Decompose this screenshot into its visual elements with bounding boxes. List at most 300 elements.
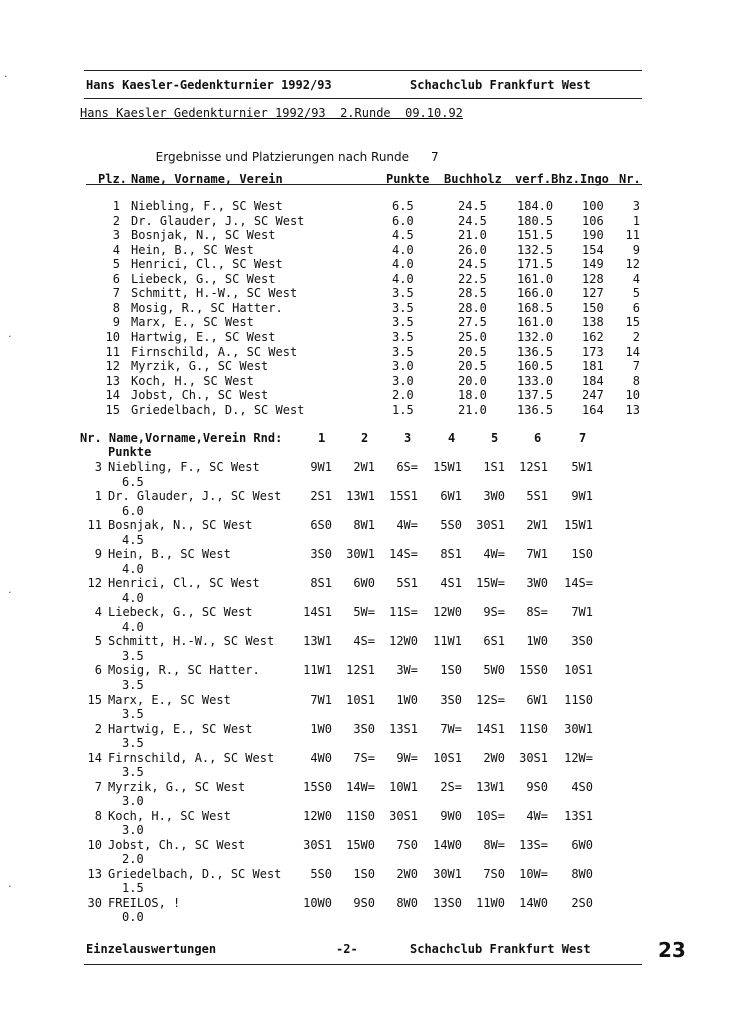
crosstable-result: 11S0: [564, 692, 593, 707]
standings-plz: 7: [112, 286, 120, 301]
crosstable-row: [0, 722, 744, 752]
standings-verf: 171.5: [517, 257, 554, 272]
crosstable-result: 1S1: [483, 460, 505, 474]
crosstable-round-header: 6: [534, 431, 542, 445]
standings-plz: 11: [105, 344, 120, 359]
crosstable-result: 14S1: [476, 721, 505, 736]
crosstable-nr: 13: [87, 866, 102, 881]
standings-header-plz: Plz.: [98, 172, 127, 186]
crosstable-nr: 14: [87, 750, 102, 765]
crosstable-round-header: 1: [318, 431, 326, 445]
crosstable-result: 7W=: [440, 721, 462, 736]
crosstable-result: 15S1: [389, 489, 418, 504]
crosstable-row: [0, 547, 744, 577]
standings-header-nr: Nr.: [619, 172, 641, 186]
standings-plz: 4: [112, 242, 120, 257]
crosstable-nr: 11: [87, 518, 102, 533]
crosstable-result: 12S1: [519, 460, 548, 474]
standings-buchholz: 24.5: [458, 213, 487, 228]
crosstable-row: [0, 809, 744, 839]
standings-header-rule: [86, 184, 642, 185]
standings-row: [0, 301, 744, 316]
standings-punkte: 4.0: [392, 257, 414, 272]
crosstable-result: 30W1: [433, 866, 462, 881]
standings-row: [0, 199, 744, 214]
crosstable-row: [0, 605, 744, 635]
crosstable-result: 14W0: [433, 837, 462, 852]
standings-name: Griedelbach, D., SC West: [131, 402, 305, 417]
crosstable-row: [0, 460, 744, 490]
standings-row: [0, 286, 744, 301]
crosstable-result: 8S1: [440, 547, 462, 562]
standings-plz: 15: [105, 402, 120, 417]
crosstable-row: [0, 576, 744, 606]
crosstable-result: 1S0: [353, 866, 375, 881]
standings-plz: 5: [112, 257, 120, 272]
standings-header-ingo: Ingo: [580, 172, 609, 186]
crosstable-result: 13S1: [389, 721, 418, 736]
crosstable-result: 10S1: [433, 750, 462, 765]
standings-ingo: 149: [582, 257, 604, 272]
crosstable-row: [0, 489, 744, 519]
crosstable-result: 2S1: [310, 489, 332, 504]
standings-row: [0, 374, 744, 389]
crosstable-row: [0, 634, 744, 664]
crosstable-name: Marx, E., SC West: [108, 692, 231, 707]
standings-buchholz: 20.5: [458, 359, 487, 374]
crosstable-punkte: 4.0: [122, 590, 144, 605]
standings-buchholz: 24.5: [458, 199, 487, 213]
crosstable-result: 8W=: [483, 837, 505, 852]
crosstable-result: 14S=: [564, 576, 593, 591]
crosstable-result: 12S1: [346, 663, 375, 678]
crosstable-round-header: 3: [404, 431, 412, 445]
crosstable-punkte: 4.0: [122, 561, 144, 576]
crosstable-name: Firnschild, A., SC West: [108, 750, 275, 765]
standings-ingo: 100: [582, 199, 604, 213]
standings-punkte: 3.5: [392, 315, 414, 330]
crosstable-result: 1S0: [571, 547, 593, 562]
crosstable-result: 6S0: [310, 518, 332, 533]
crosstable-result: 11W1: [303, 663, 332, 678]
crosstable-row: [0, 751, 744, 781]
standings-ingo: 154: [582, 242, 604, 257]
crosstable-punkte: 2.0: [122, 852, 144, 867]
crosstable-result: 8W0: [396, 895, 418, 910]
crosstable-result: 15S0: [303, 779, 332, 794]
crosstable-nr: 15: [87, 692, 102, 707]
standings-ingo: 164: [582, 402, 604, 417]
crosstable-nr: 3: [94, 460, 102, 474]
header-top-rule: [84, 70, 642, 71]
page-number: 23: [658, 938, 686, 962]
crosstable-nr: 9: [94, 547, 102, 562]
crosstable-punkte: 3.5: [122, 677, 144, 692]
crosstable-punkte: 0.0: [122, 910, 144, 925]
standings-punkte: 4.5: [392, 228, 414, 243]
standings-punkte: 6.0: [392, 213, 414, 228]
crosstable-nr: 8: [94, 808, 102, 823]
standings-nr: 8: [632, 373, 640, 388]
crosstable-result: 30W1: [346, 547, 375, 562]
standings-header-name: Name, Vorname, Verein: [131, 172, 283, 186]
crosstable-row: [0, 867, 744, 897]
standings-buchholz: 28.5: [458, 286, 487, 301]
crosstable-result: 7S=: [353, 750, 375, 765]
crosstable-result: 3S0: [440, 692, 462, 707]
standings-verf: 160.5: [517, 359, 554, 374]
crosstable-name: Koch, H., SC West: [108, 808, 231, 823]
crosstable-nr: 30: [87, 895, 102, 910]
standings-buchholz: 25.0: [458, 330, 487, 344]
crosstable-nr: 12: [87, 576, 102, 591]
margin-mark: ·: [8, 586, 12, 599]
crosstable-result: 6W1: [440, 489, 462, 504]
standings-header-buchholz: Buchholz: [444, 172, 502, 186]
crosstable-result: 14S1: [303, 605, 332, 620]
standings-verf: 132.0: [517, 330, 554, 344]
standings-verf: 137.5: [517, 388, 554, 403]
crosstable-result: 2S0: [571, 895, 593, 910]
standings-nr: 13: [625, 402, 640, 417]
crosstable-result: 10S1: [346, 692, 375, 707]
crosstable-result: 1W0: [310, 721, 332, 736]
crosstable-result: 5W=: [353, 605, 375, 620]
crosstable-result: 2W1: [353, 460, 375, 474]
crosstable-result: 6W0: [353, 576, 375, 591]
crosstable-name: Hein, B., SC West: [108, 547, 231, 562]
standings-buchholz: 27.5: [458, 315, 487, 330]
footer-right: Schachclub Frankfurt West: [410, 942, 591, 956]
standings-nr: 6: [632, 300, 640, 315]
crosstable-row: [0, 780, 744, 810]
crosstable-result: 15W0: [346, 837, 375, 852]
margin-mark: ·: [8, 880, 12, 893]
standings-verf: 151.5: [517, 228, 554, 243]
crosstable-result: 4W0: [310, 750, 332, 765]
standings-punkte: 3.5: [392, 300, 414, 315]
crosstable-result: 1W0: [396, 692, 418, 707]
crosstable-punkte: 3.5: [122, 707, 144, 721]
crosstable-result: 1S0: [440, 663, 462, 678]
crosstable-result: 3W0: [483, 489, 505, 504]
crosstable-result: 10W=: [519, 866, 548, 881]
crosstable-result: 2W0: [396, 866, 418, 881]
crosstable-result: 6W0: [571, 837, 593, 852]
crosstable-name: Myrzik, G., SC West: [108, 779, 246, 794]
crosstable-name: Dr. Glauder, J., SC West: [108, 489, 282, 504]
crosstable-result: 4S1: [440, 576, 462, 591]
standings-verf: 161.0: [517, 271, 554, 286]
standings-row: [0, 272, 744, 287]
standings-plz: 1: [112, 199, 120, 213]
crosstable-result: 12W=: [564, 750, 593, 765]
standings-nr: 11: [625, 228, 640, 243]
crosstable-result: 30S1: [519, 750, 548, 765]
standings-name: Hein, B., SC West: [131, 242, 254, 257]
crosstable-result: 9S0: [353, 895, 375, 910]
standings-ingo: 106: [582, 213, 604, 228]
crosstable-punkte: 3.5: [122, 648, 144, 663]
standings-header-punkte: Punkte: [386, 172, 430, 186]
crosstable-result: 13S1: [564, 808, 593, 823]
crosstable-round-header: 7: [579, 431, 587, 445]
crosstable-result: 8W1: [353, 518, 375, 533]
standings-name: Myrzik, G., SC West: [131, 359, 269, 374]
standings-verf: 133.0: [517, 373, 554, 388]
crosstable-row: [0, 518, 744, 548]
crosstable-name: Hartwig, E., SC West: [108, 721, 253, 736]
crosstable-result: 8W0: [571, 866, 593, 881]
crosstable-result: 9S0: [526, 779, 548, 794]
crosstable-result: 2W0: [483, 750, 505, 765]
crosstable-result: 8S1: [310, 576, 332, 591]
crosstable-result: 1W0: [526, 634, 548, 649]
crosstable-result: 11W1: [433, 634, 462, 649]
crosstable-result: 6S1: [483, 634, 505, 649]
standings-verf: 136.5: [517, 402, 554, 417]
standings-row: [0, 214, 744, 229]
crosstable-name: Jobst, Ch., SC West: [108, 837, 246, 852]
crosstable-result: 6S=: [396, 460, 418, 474]
header-right-title: Schachclub Frankfurt West: [410, 78, 591, 92]
standings-buchholz: 21.0: [458, 228, 487, 243]
crosstable-result: 15W1: [564, 518, 593, 533]
crosstable-result: 9W1: [571, 489, 593, 504]
footer-center: -2-: [336, 942, 358, 956]
standings-ingo: 150: [582, 300, 604, 315]
standings-name: Firnschild, A., SC West: [131, 344, 298, 359]
standings-nr: 3: [632, 199, 640, 213]
crosstable-result: 10W1: [389, 779, 418, 794]
crosstable-result: 14W=: [346, 779, 375, 794]
standings-row: [0, 359, 744, 374]
crosstable-result: 9W1: [310, 460, 332, 474]
crosstable-result: 13S=: [519, 837, 548, 852]
crosstable-result: 30S1: [476, 518, 505, 533]
standings-ingo: 128: [582, 271, 604, 286]
crosstable-result: 11S=: [389, 605, 418, 620]
crosstable-result: 3W=: [396, 663, 418, 678]
standings-plz: 14: [105, 388, 120, 403]
crosstable-result: 4W=: [396, 518, 418, 533]
standings-ingo: 181: [582, 359, 604, 374]
standings-name: Mosig, R., SC Hatter.: [131, 300, 283, 315]
crosstable-result: 5S0: [440, 518, 462, 533]
crosstable-punkte: 1.5: [122, 881, 144, 896]
standings-name: Dr. Glauder, J., SC West: [131, 213, 305, 228]
standings-punkte: 3.5: [392, 344, 414, 359]
standings-plz: 8: [112, 300, 120, 315]
header-left-title: Hans Kaesler-Gedenkturnier 1992/93: [86, 78, 332, 92]
standings-punkte: 2.0: [392, 388, 414, 403]
crosstable-result: 9S=: [483, 605, 505, 620]
standings-buchholz: 20.0: [458, 373, 487, 388]
crosstable-result: 2W1: [526, 518, 548, 533]
standings-punkte: 3.5: [392, 286, 414, 301]
standings-name: Bosnjak, N., SC West: [131, 228, 276, 243]
crosstable-result: 7S0: [396, 837, 418, 852]
crosstable-punkte: 3.5: [122, 736, 144, 750]
standings-row: [0, 345, 744, 360]
crosstable-name: Mosig, R., SC Hatter.: [108, 663, 260, 678]
crosstable-result: 11S0: [519, 721, 548, 736]
standings-nr: 7: [632, 359, 640, 374]
crosstable-header-label: Nr. Name,Vorname,Verein Rnd:: [80, 431, 283, 445]
subtitle: [148, 136, 439, 164]
standings-verf: 161.0: [517, 315, 554, 330]
standings-name: Marx, E., SC West: [131, 315, 254, 330]
standings-buchholz: 22.5: [458, 271, 487, 286]
standings-nr: 4: [632, 271, 640, 286]
standings-name: Niebling, F., SC West: [131, 199, 283, 213]
standings-nr: 14: [625, 344, 640, 359]
crosstable-result: 5W1: [571, 460, 593, 474]
standings-plz: 13: [105, 373, 120, 388]
standings-buchholz: 24.5: [458, 257, 487, 272]
crosstable-nr: 10: [87, 837, 102, 852]
crosstable-result: 4S0: [571, 779, 593, 794]
crosstable-name: Niebling, F., SC West: [108, 460, 260, 474]
crosstable-result: 15S0: [519, 663, 548, 678]
standings-row: [0, 403, 744, 418]
crosstable-nr: 4: [94, 605, 102, 620]
crosstable-name: Griedelbach, D., SC West: [108, 866, 282, 881]
crosstable-result: 14W0: [519, 895, 548, 910]
crosstable-name: Liebeck, G., SC West: [108, 605, 253, 620]
crosstable-result: 7W1: [526, 547, 548, 562]
crosstable-result: 8S=: [526, 605, 548, 620]
crosstable-round-header: 4: [448, 431, 456, 445]
standings-plz: 3: [112, 228, 120, 243]
crosstable-result: 2S=: [440, 779, 462, 794]
crosstable-nr: 2: [94, 721, 102, 736]
crosstable-result: 11S0: [346, 808, 375, 823]
crosstable-nr: 1: [94, 489, 102, 504]
standings-verf: 132.5: [517, 242, 554, 257]
subheader: Hans Kaesler Gedenkturnier 1992/93 2.Runde 09.10.92: [80, 106, 463, 120]
standings-buchholz: 26.0: [458, 242, 487, 257]
crosstable-result: 3S0: [571, 634, 593, 649]
crosstable-punkte: 3.0: [122, 794, 144, 809]
crosstable-result: 5W0: [483, 663, 505, 678]
crosstable-round-header: 5: [491, 431, 499, 445]
standings-verf: 168.5: [517, 300, 554, 315]
standings-buchholz: 18.0: [458, 388, 487, 403]
crosstable-nr: 7: [94, 779, 102, 794]
standings-punkte: 4.0: [392, 271, 414, 286]
crosstable-row: [0, 896, 744, 926]
standings-row: [0, 388, 744, 403]
margin-mark: ·: [8, 330, 12, 343]
crosstable-punkte: 3.5: [122, 765, 144, 780]
crosstable-result: 4W=: [526, 808, 548, 823]
subtitle-text: Ergebnisse und Platzierungen nach Runde: [155, 150, 410, 164]
crosstable-punkte: 4.0: [122, 619, 144, 634]
crosstable-result: 12W0: [303, 808, 332, 823]
standings-nr: 15: [625, 315, 640, 330]
standings-row: [0, 315, 744, 330]
crosstable-result: 30S1: [303, 837, 332, 852]
crosstable-result: 6W1: [526, 692, 548, 707]
crosstable-result: 3S0: [310, 547, 332, 562]
standings-name: Schmitt, H.-W., SC West: [131, 286, 298, 301]
standings-verf: 180.5: [517, 213, 554, 228]
standings-row: [0, 257, 744, 272]
crosstable-name: Henrici, Cl., SC West: [108, 576, 260, 591]
standings-ingo: 190: [582, 228, 604, 243]
crosstable-punkte: 3.0: [122, 823, 144, 838]
standings-ingo: 162: [582, 330, 604, 344]
standings-punkte: 3.0: [392, 373, 414, 388]
standings-row: [0, 243, 744, 258]
standings-name: Hartwig, E., SC West: [131, 330, 276, 344]
crosstable-result: 3W0: [526, 576, 548, 591]
crosstable-result: 4W=: [483, 547, 505, 562]
crosstable-result: 5S1: [396, 576, 418, 591]
crosstable-result: 14S=: [389, 547, 418, 562]
crosstable-punkte: 6.5: [122, 474, 144, 489]
standings-name: Liebeck, G., SC West: [131, 271, 276, 286]
footer-left: Einzelauswertungen: [86, 942, 217, 956]
standings-plz: 2: [112, 213, 120, 228]
crosstable-result: 7W1: [571, 605, 593, 620]
crosstable-nr: 6: [94, 663, 102, 678]
crosstable-result: 12W0: [433, 605, 462, 620]
standings-nr: 12: [625, 257, 640, 272]
crosstable-nr: 5: [94, 634, 102, 649]
crosstable-result: 3S0: [353, 721, 375, 736]
crosstable-result: 5S1: [526, 489, 548, 504]
crosstable-result: 12W0: [389, 634, 418, 649]
crosstable-result: 4S=: [353, 634, 375, 649]
crosstable-result: 11W0: [476, 895, 505, 910]
standings-row: [0, 330, 744, 345]
subtitle-round: 7: [431, 150, 439, 164]
standings-ingo: 247: [582, 388, 604, 403]
standings-buchholz: 28.0: [458, 300, 487, 315]
standings-punkte: 1.5: [392, 402, 414, 417]
crosstable-result: 13W1: [303, 634, 332, 649]
crosstable-result: 13W1: [346, 489, 375, 504]
standings-name: Henrici, Cl., SC West: [131, 257, 283, 272]
standings-name: Jobst, Ch., SC West: [131, 388, 269, 403]
standings-header-verf: verf.Bhz.: [515, 172, 581, 186]
crosstable-header-punkte: Punkte: [108, 445, 152, 459]
standings-verf: 184.0: [517, 199, 554, 213]
crosstable-result: 30S1: [389, 808, 418, 823]
standings-ingo: 173: [582, 344, 604, 359]
crosstable-row: [0, 693, 744, 723]
crosstable-result: 13S0: [433, 895, 462, 910]
standings-plz: 10: [105, 330, 120, 344]
crosstable-punkte: 6.0: [122, 503, 144, 518]
standings-nr: 2: [632, 330, 640, 344]
crosstable-result: 5S0: [310, 866, 332, 881]
margin-mark: ·: [4, 70, 8, 83]
crosstable-result: 12S=: [476, 692, 505, 707]
footer-rule: [84, 964, 642, 965]
standings-plz: 9: [112, 315, 120, 330]
crosstable-row: [0, 838, 744, 868]
crosstable-result: 9W0: [440, 808, 462, 823]
crosstable-punkte: 4.5: [122, 532, 144, 547]
standings-plz: 6: [112, 271, 120, 286]
standings-verf: 136.5: [517, 344, 554, 359]
standings-name: Koch, H., SC West: [131, 373, 254, 388]
standings-punkte: 4.0: [392, 242, 414, 257]
crosstable-result: 10W0: [303, 895, 332, 910]
